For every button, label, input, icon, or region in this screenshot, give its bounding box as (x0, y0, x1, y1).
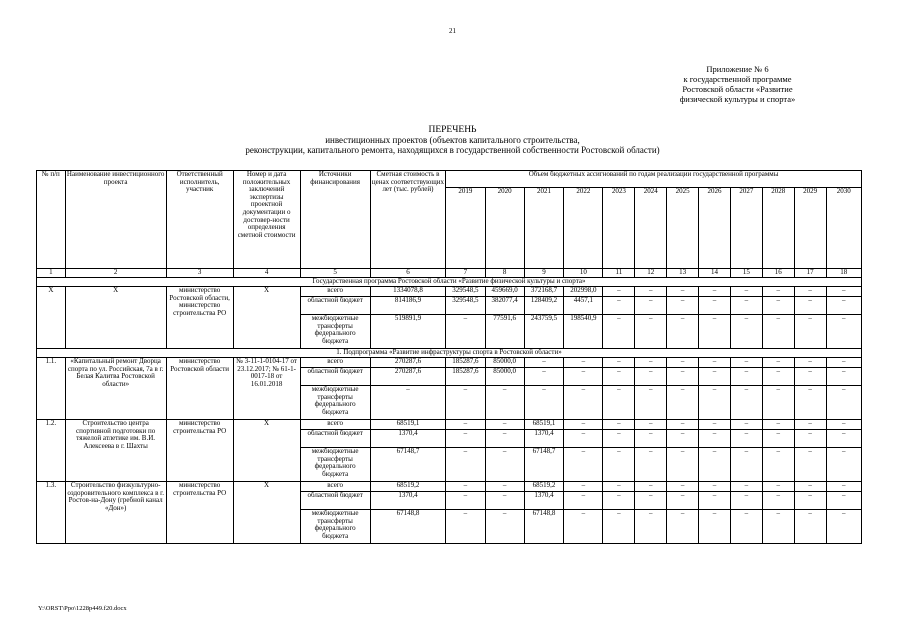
appendix-line: Приложение № 6 (706, 64, 769, 74)
year-value: – (446, 430, 485, 448)
year-value: – (794, 368, 826, 386)
header-executor: Ответственный исполнитель, участник (166, 171, 233, 269)
year-value: – (485, 492, 524, 510)
year-value: – (564, 482, 603, 492)
year-value: – (635, 448, 667, 482)
funding-source: всего (300, 287, 370, 297)
year-value: – (826, 358, 861, 368)
year-value: – (446, 492, 485, 510)
funding-source: областной бюджет (300, 492, 370, 510)
year-value: – (762, 368, 794, 386)
year-value: – (826, 420, 861, 430)
year-value: – (485, 430, 524, 448)
year-value: – (667, 492, 699, 510)
project-number: 1.1. (37, 358, 66, 420)
year-value: 243759,5 (524, 315, 563, 349)
year-value: – (485, 386, 524, 420)
year-value: – (794, 297, 826, 315)
year-value: – (794, 315, 826, 349)
funding-source: всего (300, 358, 370, 368)
year-value: – (826, 448, 861, 482)
year-value: – (635, 510, 667, 544)
year-value: 67148,7 (524, 448, 563, 482)
year-value: – (603, 492, 635, 510)
column-number: 15 (730, 269, 762, 278)
year-value: 198540,9 (564, 315, 603, 349)
year-value: – (699, 386, 731, 420)
year-value: – (635, 420, 667, 430)
header-expertise: Номер и дата положительных заключений экспертизы проектной документации о достовер-ности определения сметной стоимости (233, 171, 300, 269)
year-value: 77591,6 (485, 315, 524, 349)
column-number: 7 (446, 269, 485, 278)
year-value: 4457,1 (564, 297, 603, 315)
year-value: – (762, 430, 794, 448)
year-value: 329548,5 (446, 287, 485, 297)
year-value: – (730, 297, 762, 315)
estimated-cost: – (370, 386, 445, 420)
year-value: – (699, 482, 731, 492)
header-volume: Объем бюджетных ассигнований по годам реализации государственной программы (446, 171, 862, 188)
title-heading: ПЕРЕЧЕНЬ (428, 125, 477, 135)
year-value: – (826, 287, 861, 297)
year-value: 68519,2 (524, 482, 563, 492)
year-header: 2024 (635, 188, 667, 269)
project-expertise: Х (233, 287, 300, 349)
year-value: – (794, 448, 826, 482)
year-value: – (699, 448, 731, 482)
column-number: 6 (370, 269, 445, 278)
year-value: – (667, 297, 699, 315)
year-value: – (826, 368, 861, 386)
column-number: 14 (699, 269, 731, 278)
project-name: Строительство центра спортивной подготовки по тяжелой атлетике им. В.И. Алексеева в г. Шахты (65, 420, 166, 482)
year-value: – (635, 297, 667, 315)
year-value: – (826, 482, 861, 492)
year-value: – (794, 430, 826, 448)
column-number: 17 (794, 269, 826, 278)
year-header: 2028 (762, 188, 794, 269)
year-value: 67148,8 (524, 510, 563, 544)
year-value: – (762, 287, 794, 297)
year-value: – (699, 430, 731, 448)
year-value: – (794, 482, 826, 492)
year-value: – (564, 492, 603, 510)
year-value: – (699, 315, 731, 349)
year-value: – (603, 448, 635, 482)
year-value: – (667, 368, 699, 386)
year-value: – (485, 420, 524, 430)
year-value: – (524, 368, 563, 386)
column-number: 2 (65, 269, 166, 278)
estimated-cost: 68519,2 (370, 482, 445, 492)
column-number: 8 (485, 269, 524, 278)
year-value: – (635, 492, 667, 510)
appendix-note (650, 64, 825, 104)
year-value: – (762, 358, 794, 368)
year-value: – (699, 420, 731, 430)
estimated-cost: 1370,4 (370, 430, 445, 448)
year-value: – (826, 510, 861, 544)
column-number: 1 (37, 269, 66, 278)
year-value: – (485, 510, 524, 544)
column-number: 10 (564, 269, 603, 278)
program-title: Государственная программа Ростовской области «Развитие физической культуры и спорта» (37, 278, 862, 287)
funding-source: межбюджетные трансферты федерального бюджета (300, 315, 370, 349)
year-value: – (635, 386, 667, 420)
funding-source: межбюджетные трансферты федерального бюджета (300, 510, 370, 544)
column-number: 16 (762, 269, 794, 278)
year-header: 2020 (485, 188, 524, 269)
year-value: – (699, 368, 731, 386)
year-value: – (794, 510, 826, 544)
year-value: – (667, 448, 699, 482)
year-value: – (564, 386, 603, 420)
year-header: 2027 (730, 188, 762, 269)
year-value: – (667, 386, 699, 420)
year-value: – (762, 510, 794, 544)
year-header: 2023 (603, 188, 635, 269)
year-value: – (730, 358, 762, 368)
year-value: – (446, 448, 485, 482)
year-value: 1370,4 (524, 492, 563, 510)
funding-source: межбюджетные трансферты федерального бюджета (300, 386, 370, 420)
year-value: 1370,4 (524, 430, 563, 448)
year-value: – (446, 510, 485, 544)
year-value: – (826, 386, 861, 420)
year-value: – (794, 420, 826, 430)
year-value: – (730, 482, 762, 492)
year-header: 2030 (826, 188, 861, 269)
appendix-line: Ростовской области «Развитие (682, 84, 793, 94)
year-value: – (762, 420, 794, 430)
year-value: – (603, 358, 635, 368)
year-value: – (603, 297, 635, 315)
column-numbers-row (37, 269, 862, 278)
estimated-cost: 68519,1 (370, 420, 445, 430)
header-cost: Сметная стоимость в ценах соответствующих лет (тыс. рублей) (370, 171, 445, 269)
funding-source: областной бюджет (300, 368, 370, 386)
table-row (37, 358, 862, 368)
header-num: № п/п (37, 171, 66, 269)
header-row (37, 171, 862, 188)
year-value: – (446, 386, 485, 420)
project-executor: министерство Ростовской области, министерство строительства РО (166, 287, 233, 349)
column-number: 4 (233, 269, 300, 278)
year-value: – (826, 297, 861, 315)
column-number: 18 (826, 269, 861, 278)
year-value: – (603, 368, 635, 386)
project-executor: министерство строительства РО (166, 420, 233, 482)
year-value: – (730, 368, 762, 386)
file-path-footer: Y:\ORST\Ppo\1228p449.f20.docx (38, 605, 127, 612)
funding-source: всего (300, 482, 370, 492)
project-expertise: Х (233, 420, 300, 482)
year-value: 459669,0 (485, 287, 524, 297)
year-value: – (603, 420, 635, 430)
header-source: Источники финансирования (300, 171, 370, 269)
year-value: – (826, 315, 861, 349)
column-number: 12 (635, 269, 667, 278)
year-value: – (603, 482, 635, 492)
year-header: 2021 (524, 188, 563, 269)
year-value: – (564, 448, 603, 482)
subprogram-title-row (37, 349, 862, 358)
year-value: – (667, 358, 699, 368)
year-value: – (635, 315, 667, 349)
year-value: – (564, 420, 603, 430)
year-value: – (762, 492, 794, 510)
year-value: – (730, 510, 762, 544)
column-number: 13 (667, 269, 699, 278)
project-expertise: № 3-11-1-0104-17 от 23.12.2017; № 61-1-0017-18 от 16.01.2018 (233, 358, 300, 420)
year-value: – (603, 510, 635, 544)
project-number: 1.3. (37, 482, 66, 544)
year-value: – (564, 510, 603, 544)
year-value: – (603, 287, 635, 297)
year-value: 382077,4 (485, 297, 524, 315)
header-name: Наименование инвестиционного проекта (65, 171, 166, 269)
funding-source: областной бюджет (300, 297, 370, 315)
investment-projects-table (36, 170, 862, 544)
year-value: – (730, 420, 762, 430)
year-value: – (524, 358, 563, 368)
project-name: Строительство физкультурно-оздоровительного комплекса в г. Ростов-на-Дону (гребной канал «Дон») (65, 482, 166, 544)
year-value: – (762, 386, 794, 420)
table-row (37, 287, 862, 297)
project-number: Х (37, 287, 66, 349)
project-name: «Капитальный ремонт Дворца спорта по ул. Российская, 7а в г. Белая Калитва Ростовской области» (65, 358, 166, 420)
estimated-cost: 1334078,8 (370, 287, 445, 297)
year-value: 68519,1 (524, 420, 563, 430)
year-value: 185287,6 (446, 358, 485, 368)
project-number: 1.2. (37, 420, 66, 482)
estimated-cost: 814186,9 (370, 297, 445, 315)
year-value: – (485, 448, 524, 482)
year-value: – (485, 482, 524, 492)
year-value: – (794, 358, 826, 368)
project-expertise: Х (233, 482, 300, 544)
year-value: – (635, 482, 667, 492)
title-line: инвестиционных проектов (объектов капитального строительства, (325, 135, 580, 145)
year-value: – (564, 358, 603, 368)
year-value: – (446, 315, 485, 349)
estimated-cost: 67148,8 (370, 510, 445, 544)
year-value: – (762, 297, 794, 315)
year-value: 329548,5 (446, 297, 485, 315)
year-value: – (446, 420, 485, 430)
year-value: – (699, 358, 731, 368)
column-number: 5 (300, 269, 370, 278)
title-line: реконструкции, капитального ремонта, находящихся в государственной собственности Ростовской области) (245, 145, 660, 155)
year-value: – (524, 386, 563, 420)
appendix-line: физической культуры и спорта» (679, 94, 796, 104)
column-number: 3 (166, 269, 233, 278)
year-value: – (762, 448, 794, 482)
year-value: – (635, 287, 667, 297)
year-value: – (699, 287, 731, 297)
year-value: – (794, 492, 826, 510)
year-value: – (730, 287, 762, 297)
project-executor: министерство строительства РО (166, 482, 233, 544)
year-value: – (667, 287, 699, 297)
year-value: 372168,7 (524, 287, 563, 297)
estimated-cost: 270287,6 (370, 358, 445, 368)
year-value: – (564, 368, 603, 386)
project-name: Х (65, 287, 166, 349)
year-value: – (699, 297, 731, 315)
year-value: – (446, 482, 485, 492)
year-value: – (564, 430, 603, 448)
year-value: 85000,0 (485, 368, 524, 386)
year-value: – (699, 510, 731, 544)
year-value: – (699, 492, 731, 510)
year-value: – (603, 386, 635, 420)
year-value: – (826, 492, 861, 510)
year-value: – (667, 482, 699, 492)
year-value: – (667, 420, 699, 430)
column-number: 11 (603, 269, 635, 278)
subprogram-title: 1. Подпрограмма «Развитие инфраструктуры спорта в Ростовской области» (37, 349, 862, 358)
year-value: – (667, 430, 699, 448)
column-number: 9 (524, 269, 563, 278)
page-number: 21 (449, 27, 456, 35)
year-header: 2026 (699, 188, 731, 269)
year-value: – (635, 430, 667, 448)
project-executor: министерство Ростовской области (166, 358, 233, 420)
funding-source: всего (300, 420, 370, 430)
year-header: 2019 (446, 188, 485, 269)
year-value: – (762, 482, 794, 492)
year-value: – (762, 315, 794, 349)
year-value: – (794, 386, 826, 420)
estimated-cost: 270287,6 (370, 368, 445, 386)
year-value: – (667, 510, 699, 544)
estimated-cost: 1370,4 (370, 492, 445, 510)
table-row (37, 420, 862, 430)
year-value: – (667, 315, 699, 349)
year-value: 85000,0 (485, 358, 524, 368)
year-header: 2025 (667, 188, 699, 269)
funding-source: межбюджетные трансферты федерального бюджета (300, 448, 370, 482)
appendix-line: к государственной программе (683, 74, 792, 84)
year-value: – (730, 492, 762, 510)
year-header: 2029 (794, 188, 826, 269)
year-value: – (730, 315, 762, 349)
year-value: – (635, 358, 667, 368)
year-value: – (730, 386, 762, 420)
year-value: 185287,6 (446, 368, 485, 386)
year-value: 202998,0 (564, 287, 603, 297)
year-value: – (730, 430, 762, 448)
estimated-cost: 67148,7 (370, 448, 445, 482)
document-title (0, 125, 905, 155)
year-value: – (603, 430, 635, 448)
year-header: 2022 (564, 188, 603, 269)
table-row (37, 482, 862, 492)
year-value: 128409,2 (524, 297, 563, 315)
year-value: – (730, 448, 762, 482)
year-value: – (794, 287, 826, 297)
estimated-cost: 519891,9 (370, 315, 445, 349)
year-value: – (603, 315, 635, 349)
year-value: – (826, 430, 861, 448)
year-value: – (635, 368, 667, 386)
program-title-row (37, 278, 862, 287)
funding-source: областной бюджет (300, 430, 370, 448)
